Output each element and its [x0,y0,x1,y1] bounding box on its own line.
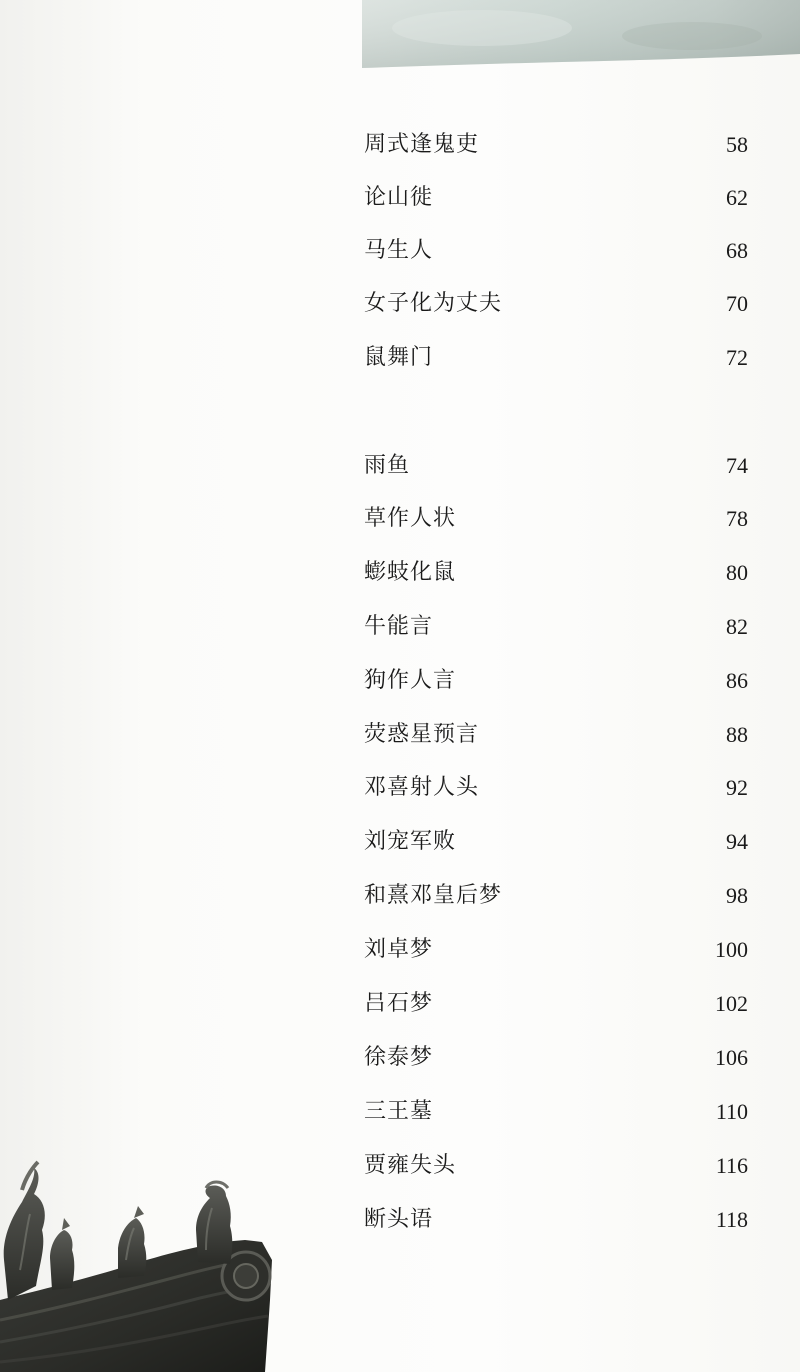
toc-entry-title: 草作人状 [364,506,457,531]
toc-entry[interactable] [364,341,748,375]
toc-entry-title: 和熹邓皇后梦 [364,883,503,908]
toc-entry[interactable] [364,1149,748,1183]
toc-entry-page: 72 [726,345,748,370]
toc-entry-title: 周式逢鬼吏 [364,132,480,157]
toc-entry[interactable] [364,128,748,162]
toc-entry-page: 82 [726,614,748,639]
toc-entry[interactable] [364,502,748,536]
toc-entry-title: 女子化为丈夫 [364,291,503,316]
toc-entry-title: 刘卓梦 [364,937,434,962]
toc-entry-page: 118 [715,1207,748,1232]
toc-entry-page: 58 [726,132,748,157]
toc-entry-page: 116 [715,1153,748,1178]
toc-entry-page: 98 [726,883,748,908]
toc-entry-title: 论山徙 [364,185,434,210]
toc-entry-page: 86 [726,668,748,693]
toc-entry[interactable] [364,1203,748,1237]
toc-entry-title: 吕石梦 [364,991,434,1016]
toc-entry-page: 110 [715,1099,748,1124]
toc-entry[interactable] [364,1095,748,1129]
toc-entry[interactable] [364,879,748,913]
toc-entry-title: 荧惑星预言 [364,722,480,747]
toc-entry-page: 102 [715,991,748,1016]
toc-entry[interactable] [364,933,748,967]
toc-entry-title: 牛能言 [364,614,434,639]
toc-entry-page: 68 [726,238,748,263]
toc-entry-title: 断头语 [364,1207,434,1232]
toc-entry-page: 70 [726,291,748,316]
toc-entry-title: 狗作人言 [364,668,457,693]
toc-entry-page: 100 [715,937,748,962]
roof-ridge-beasts-photo [0,1150,290,1372]
toc-entry-page: 92 [726,775,748,800]
toc-entry-page: 80 [726,560,748,585]
toc-entry-title: 马生人 [364,238,434,263]
toc-entry-title: 邓喜射人头 [364,775,480,800]
toc-entry[interactable] [364,718,748,752]
toc-entry-title: 刘宠军败 [364,829,457,854]
toc-entry-title: 蟛蚑化鼠 [364,560,457,585]
toc-entry[interactable] [364,1041,748,1075]
toc-entry-page: 78 [726,506,748,531]
toc-entry[interactable] [364,449,748,483]
toc-entry-page: 88 [726,722,748,747]
toc-entry-title: 贾雍失头 [364,1153,457,1178]
toc-entry[interactable] [364,181,748,215]
toc-entry-page: 62 [726,185,748,210]
toc-entry[interactable] [364,556,748,590]
toc-entry-title: 三王墓 [364,1099,434,1124]
toc-entry[interactable] [364,987,748,1021]
toc-entry[interactable] [364,610,748,644]
toc-entry[interactable] [364,287,748,321]
toc-entry[interactable] [364,771,748,805]
toc-entry[interactable] [364,825,748,859]
toc-entry-title: 徐泰梦 [364,1045,434,1070]
toc-entry-title: 鼠舞门 [364,345,434,370]
toc-entry[interactable] [364,234,748,268]
toc-entry-title: 雨鱼 [364,453,411,478]
toc-entry-page: 106 [715,1045,748,1070]
toc-entry-page: 74 [726,453,748,478]
toc-entry[interactable] [364,664,748,698]
toc-entry-page: 94 [726,829,748,854]
